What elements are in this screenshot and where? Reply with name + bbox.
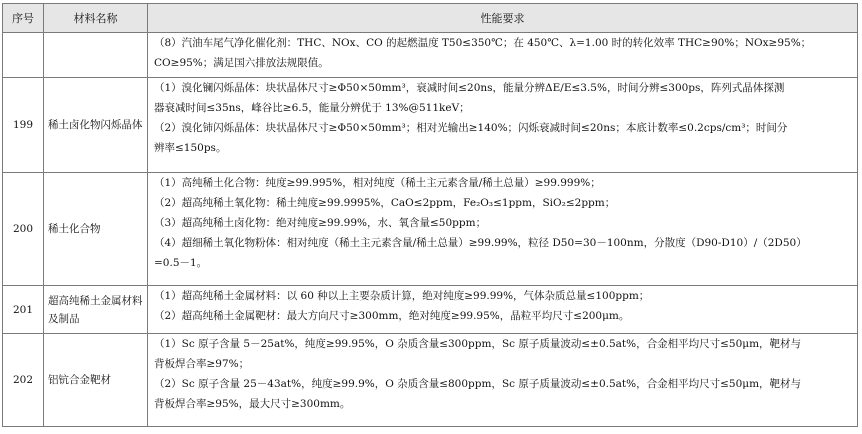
row-no: 201 xyxy=(3,286,44,334)
table-row xyxy=(3,286,858,334)
req-line: （2）超高纯稀土氧化物：稀土纯度≥99.9995%，CaO≤2ppm，Fe₂O₃≤1ppm，SiO₂≤2ppm； xyxy=(154,197,616,209)
row-requirements xyxy=(148,286,858,334)
req-line: （1）超高纯稀土金属材料：以 60 种以上主要杂质计算，绝对纯度≥99.99%，气体杂质总量≤100ppm； xyxy=(154,290,650,302)
req-line: =0.5－1。 xyxy=(154,257,208,269)
row-no: 199 xyxy=(3,78,44,173)
row-name xyxy=(44,33,148,78)
row-name: 铝钪合金靶材 xyxy=(44,334,148,427)
materials-table xyxy=(2,3,858,427)
req-line: （3）超高纯稀土卤化物：绝对纯度≥99.99%，水、氧含量≤50ppm； xyxy=(154,217,487,229)
table-row xyxy=(3,78,858,173)
row-requirements xyxy=(148,173,858,286)
row-name: 稀土化合物 xyxy=(44,173,148,286)
req-line: 辨率≤150ps。 xyxy=(154,142,227,154)
req-line: （4）超细稀土氧化物粉体：相对纯度（稀土主元素含量/稀土总量）≥99.99%，粒径 D50=30－100nm，分散度（D90-D10）/（2D50） xyxy=(154,237,807,249)
row-no: 200 xyxy=(3,173,44,286)
req-line: （2）超高纯稀土金属靶材：最大方向尺寸≥300mm，绝对纯度≥99.95%，晶粒平均尺寸≤200μm。 xyxy=(154,310,630,322)
req-line: 背板焊合率≥95%，最大尺寸≥300mm。 xyxy=(154,398,351,410)
table-row xyxy=(3,173,858,286)
row-name: 稀土卤化物闪烁晶体 xyxy=(44,78,148,173)
req-line: （8）汽油车尾气净化催化剂：THC、NOx、CO 的起燃温度 T50≤350℃；在 450℃、λ=1.00 时的转化效率 THC≥90%；NOx≥95%； xyxy=(154,37,812,49)
row-no: 202 xyxy=(3,334,44,427)
header-row xyxy=(3,4,858,33)
req-line: （1）高纯稀土化合物：纯度≥99.995%，相对纯度（稀土主元素含量/稀土总量）≥99.999%； xyxy=(154,177,601,189)
req-line: （2）溴化铈闪烁晶体：块状晶体尺寸≥Φ50×50mm³；相对光输出≥140%；闪烁衰减时间≤20ns；本底计数率≤0.2cps/cm³；时间分 xyxy=(154,122,788,134)
header-requirements: 性能要求 xyxy=(148,4,858,33)
header-no: 序号 xyxy=(3,4,44,33)
row-name: 超高纯稀土金属材料及制品 xyxy=(44,286,148,334)
row-requirements xyxy=(148,33,858,78)
req-line: 器衰减时间≤35ns，峰谷比≥6.5，能量分辨优于 13%@511keV； xyxy=(154,102,470,114)
req-line: （1）溴化镧闪烁晶体：块状晶体尺寸≥Φ50×50mm³，衰减时间≤20ns，能量分辨ΔE/E≤3.5%，时间分辨≤300ps，阵列式晶体探测 xyxy=(154,82,785,94)
table-row xyxy=(3,334,858,427)
row-requirements xyxy=(148,334,858,427)
row-requirements xyxy=(148,78,858,173)
req-line: （1）Sc 原子含量 5－25at%，纯度≥99.95%，O 杂质含量≤300ppm，Sc 原子质量波动≤±0.5at%，合金相平均尺寸≤50μm，靶材与 xyxy=(154,338,802,350)
row-no xyxy=(3,33,44,78)
header-name: 材料名称 xyxy=(44,4,148,33)
table-row xyxy=(3,33,858,78)
req-line: （2）Sc 原子含量 25－43at%，纯度≥99.9%，O 杂质含量≤800ppm，Sc 原子质量波动≤±0.5at%，合金相平均尺寸≤50μm，靶材与 xyxy=(154,378,802,390)
req-line: 背板焊合率≥97%； xyxy=(154,358,250,370)
req-line: CO≥95%；满足国六排放法规限值。 xyxy=(154,57,329,69)
